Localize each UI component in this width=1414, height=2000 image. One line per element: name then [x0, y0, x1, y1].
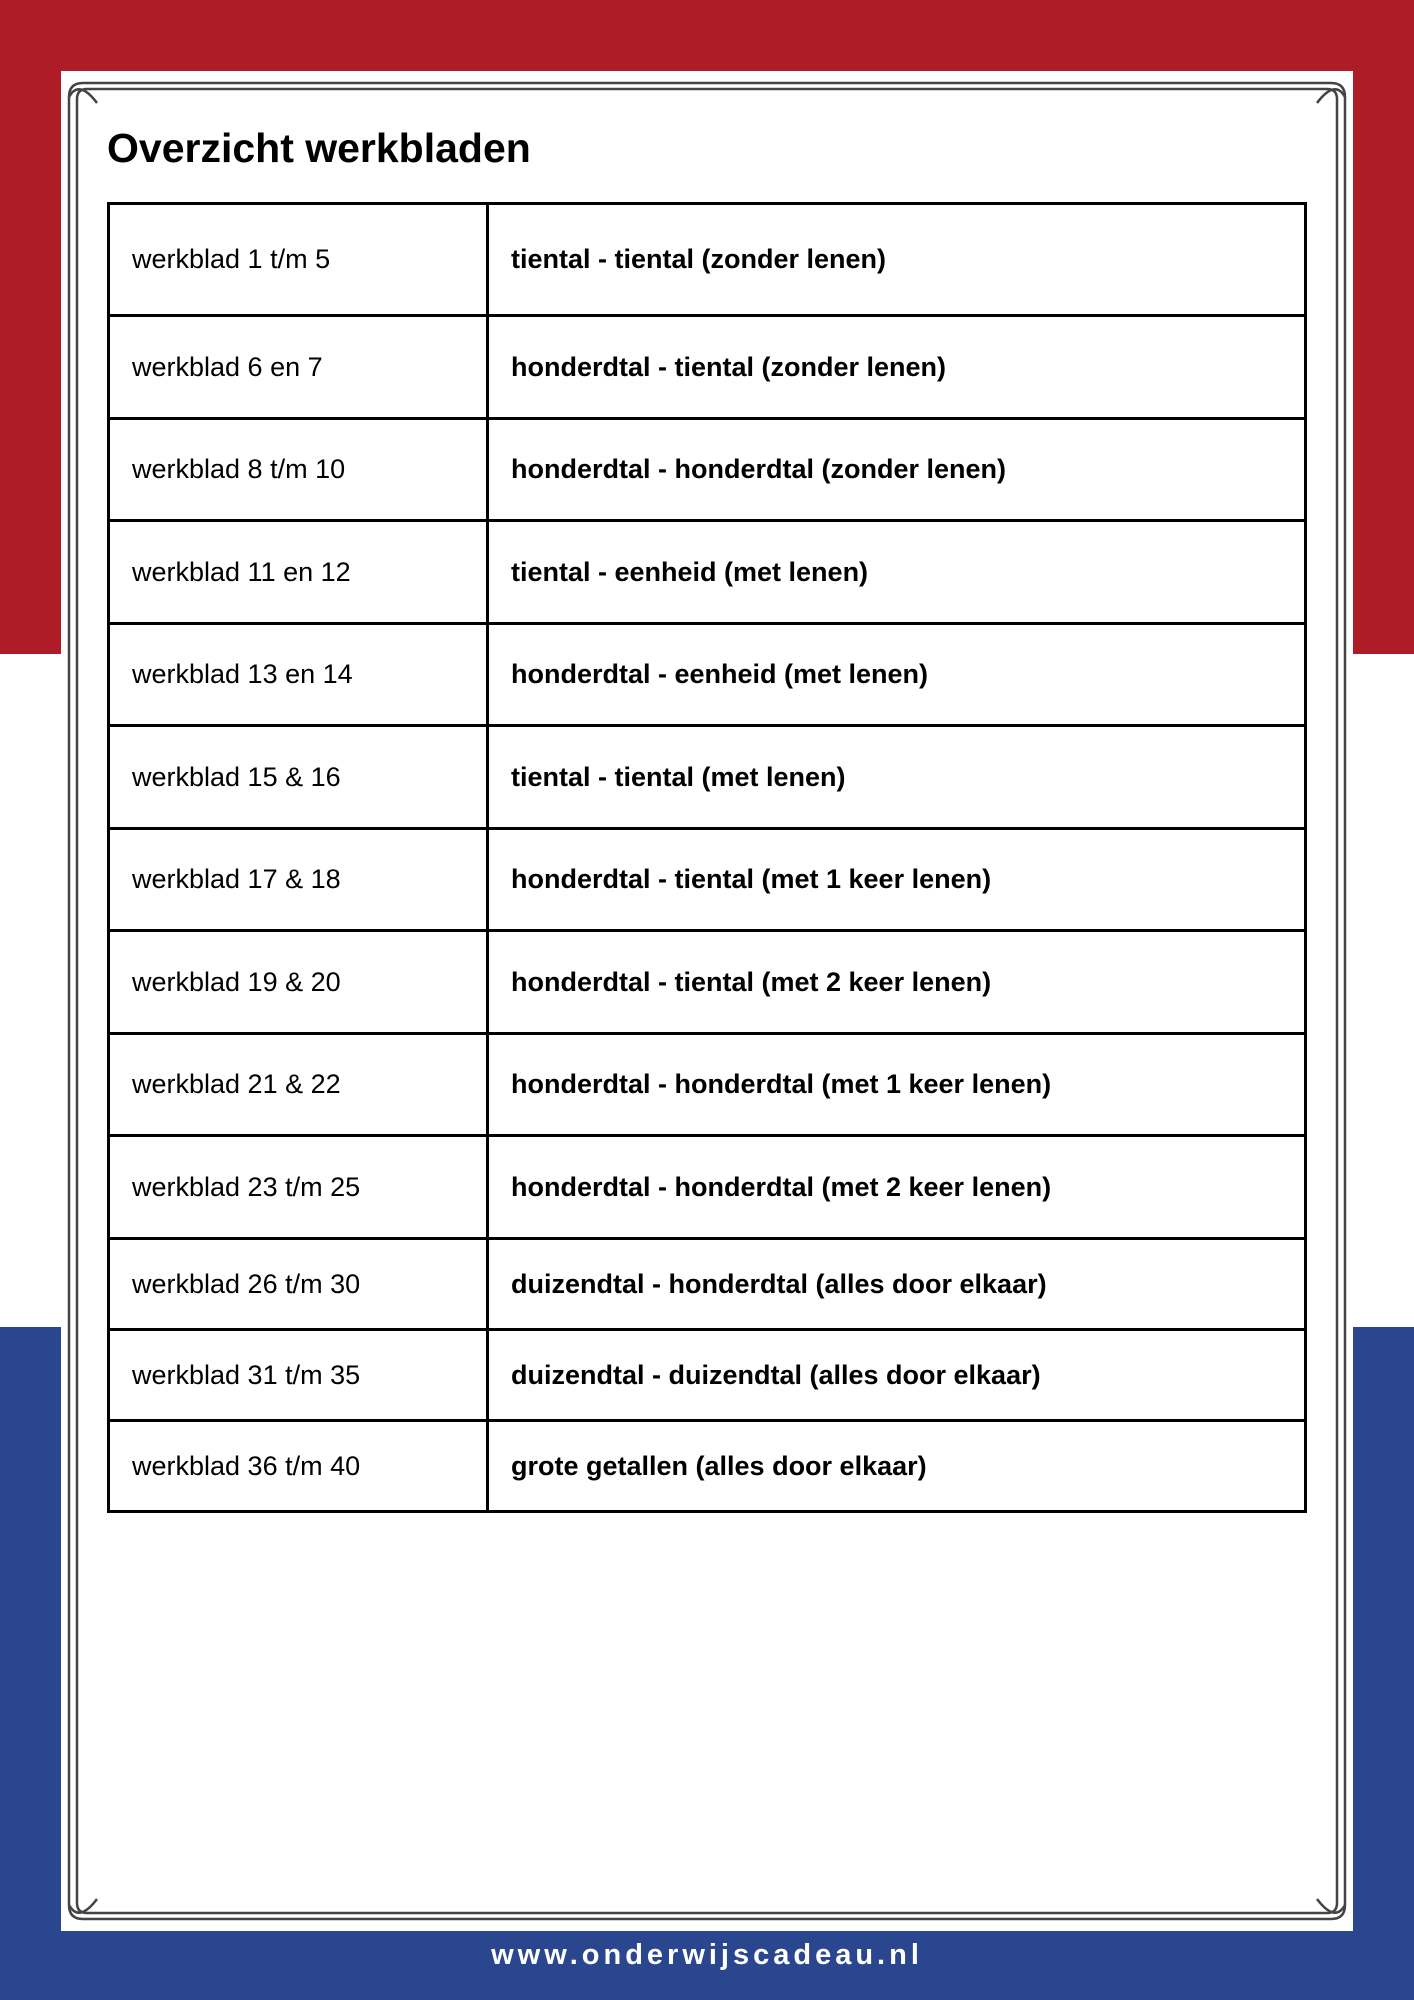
topic-cell: tiental - tiental (zonder lenen) — [488, 204, 1306, 316]
table-row — [109, 521, 1306, 624]
table-row — [109, 1136, 1306, 1239]
topic-cell: honderdtal - tiental (met 2 keer lenen) — [488, 931, 1306, 1034]
table-row — [109, 726, 1306, 829]
topic-cell: honderdtal - honderdtal (met 1 keer lenen) — [488, 1034, 1306, 1136]
topic-cell: honderdtal - eenheid (met lenen) — [488, 624, 1306, 726]
table-row — [109, 1034, 1306, 1136]
sheet-range-cell: werkblad 21 & 22 — [109, 1034, 488, 1136]
table-row — [109, 1330, 1306, 1421]
sheet-range-cell: werkblad 23 t/m 25 — [109, 1136, 488, 1239]
topic-cell: honderdtal - honderdtal (zonder lenen) — [488, 419, 1306, 521]
sheet-range-cell: werkblad 26 t/m 30 — [109, 1239, 488, 1330]
table-row — [109, 931, 1306, 1034]
table-row — [109, 829, 1306, 931]
topic-cell: duizendtal - duizendtal (alles door elkaar) — [488, 1330, 1306, 1421]
sheet-range-cell: werkblad 1 t/m 5 — [109, 204, 488, 316]
sheet-range-cell: werkblad 17 & 18 — [109, 829, 488, 931]
topic-cell: grote getallen (alles door elkaar) — [488, 1421, 1306, 1512]
sheet-range-cell: werkblad 36 t/m 40 — [109, 1421, 488, 1512]
sheet-range-cell: werkblad 19 & 20 — [109, 931, 488, 1034]
sheet-range-cell: werkblad 13 en 14 — [109, 624, 488, 726]
table-row — [109, 419, 1306, 521]
table-row — [109, 1239, 1306, 1330]
table-row — [109, 316, 1306, 419]
sheet-range-cell: werkblad 31 t/m 35 — [109, 1330, 488, 1421]
sheet-range-cell: werkblad 15 & 16 — [109, 726, 488, 829]
topic-cell: tiental - eenheid (met lenen) — [488, 521, 1306, 624]
topic-cell: tiental - tiental (met lenen) — [488, 726, 1306, 829]
table-row — [109, 1421, 1306, 1512]
topic-cell: honderdtal - honderdtal (met 2 keer lenen) — [488, 1136, 1306, 1239]
table-row — [109, 204, 1306, 316]
sheet-range-cell: werkblad 11 en 12 — [109, 521, 488, 624]
topic-cell: duizendtal - honderdtal (alles door elkaar) — [488, 1239, 1306, 1330]
sheet-range-cell: werkblad 6 en 7 — [109, 316, 488, 419]
page-title: Overzicht werkbladen — [107, 125, 531, 171]
topic-cell: honderdtal - tiental (zonder lenen) — [488, 316, 1306, 419]
sheet-range-cell: werkblad 8 t/m 10 — [109, 419, 488, 521]
topic-cell: honderdtal - tiental (met 1 keer lenen) — [488, 829, 1306, 931]
footer-website-text: www.onderwijscadeau.nl — [491, 1939, 923, 1971]
table-row — [109, 624, 1306, 726]
worksheet-overview-table — [107, 202, 1307, 1513]
